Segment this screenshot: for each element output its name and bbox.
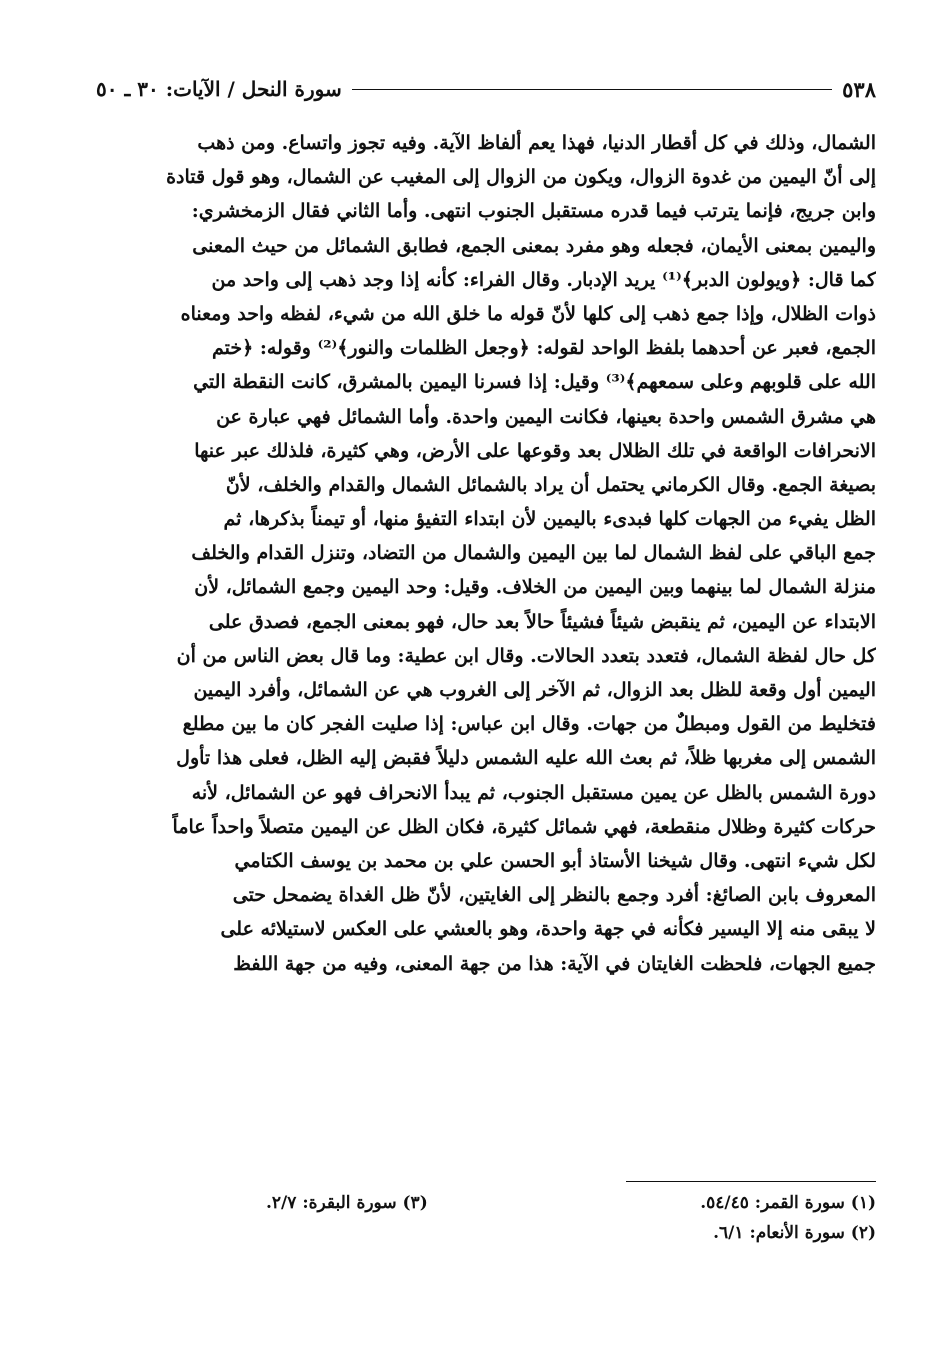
text-line: اليمين أول وقعة للظل بعد الزوال، ثم الآخر إلى الغروب هي عن الشمائل، وأفرد اليمين [193,679,876,701]
text-line: الظل يفيء من الجهات كلها فبدىء باليمين لأن ابتداء التفيؤ منها، أو تيمناً بذكرها، ثم [223,508,876,531]
text-line: هي مشرق الشمس واحدة بعينها، فكانت اليمين واحدة. وأما الشمائل فهي عبارة عن [216,405,876,428]
text-line: دورة الشمس بالظل عن يمين مستقبل الجنوب، ثم يبدأ الانحراف فهو عن الشمائل، لأنه [191,781,876,804]
text-line: الله على قلوبهم وعلى سمعهم﴾⁽³⁾ وقيل: إذا فسرنا اليمين بالمشرق، كانت النقطة التي [193,371,876,394]
text-line: فتخليط من القول ومبطلٌ من جهات. وقال ابن عباس: إذا صليت الفجر كان ما بين مطلع [182,713,876,736]
text-line: جمع الباقي على لفظ الشمال لما بين اليمين والشمال من التضاد، وتنزل القدام والخلف [191,542,876,565]
footnote-row [96,1220,876,1246]
text-line: وابن جريج، فإنما يترتب فيما قدره مستقبل الجنوب انتهى. وأما الثاني فقال الزمخشري: [191,200,876,223]
text-line: ذوات الظلال، وإذا جمع ذهب إلى كلها لأنّ قوله ما خلق الله من شيء، لفظه واحد ومعناه [180,302,876,325]
page-number: ٥٣٨ [842,76,876,102]
page-header [96,74,876,104]
running-title: سورة النحل / الآيات: ٣٠ ـ ٥٠ [96,77,342,101]
footnote-3: (٣) سورة البقرة: ٢/٧. [266,1193,428,1213]
text-line: منزلة الشمال لما بينهما وبين اليمين من الخلاف. وقيل: وحد اليمين وجمع الشمائل، لأن [194,576,876,599]
text-line: الابتداء عن اليمين، ثم ينقبض شيئاً فشيئاً حالاً بعد حال، فهو بمعنى الجمع، فصدق على [208,610,876,633]
text-line: واليمين بمعنى الأيمان، فجعله وهو مفرد بمعنى الجمع، فطابق الشمائل من حيث المعنى [192,234,876,257]
header-rule [352,89,832,90]
text-line: كما قال: ﴿ويولون الدبر﴾⁽¹⁾ يريد الإدبار. وقال الفراء: كأنه إذا وجد ذهب إلى واحد من [211,268,876,291]
text-line: لا يبقى منه إلا اليسير فكأنه في جهة واحدة، وهو بالعشي على العكس لاستيلائه على [220,918,876,941]
text-line: الشمال، وذلك في كل أقطار الدنيا، فهذا يعم ألفاظ الآية. وفيه تجوز واتساع. ومن ذهب [197,132,876,154]
text-line: بصيغة الجمع. وقال الكرماني يحتمل أن يراد بالشمائل الشمال والقدام والخلف، لأنّ [225,473,876,496]
text-line: إلى أنّ اليمين من غدوة الزوال، ويكون من الزوال إلى المغيب عن الشمال، وهو قول قتادة [166,166,876,189]
text-line: الشمس إلى مغربها ظلاً، ثم بعث الله عليه الشمس دليلاً فقبض إليه الظل، فعلى هذا تأول [176,747,876,770]
text-line: حركات كثيرة وظلال منقطعة، فهي شمائل كثيرة، فكان الظل عن اليمين متصلاً واحداً عاماً [172,815,876,838]
footnote-separator [626,1181,876,1182]
text-line: الانحرافات الواقعة في تلك الظلال بعد وقوعها على الأرض، وهي كثيرة، فلذلك عبر عنها [194,439,876,462]
footnote-1: (١) سورة القمر: ٥٤/٤٥. [700,1193,876,1213]
text-line: جميع الجهات، فلحظت الغايتان في الآية: هذا من جهة المعنى، وفيه من جهة اللفظ [233,952,876,975]
text-line: المعروف بابن الصائغ: أفرد وجمع بالنظر إلى الغايتين، لأنّ ظل الغداة يضمحل حتى [232,884,876,907]
text-line: لكل شيء انتهى. وقال شيخنا الأستاذ أبو الحسن علي بن محمد بن يوسف الكتامي [234,849,876,872]
footnote-row [96,1190,876,1216]
text-line: كل حال لفظة الشمال، فتعدد بتعدد الحالات. وقال ابن عطية: وما قال بعض الناس من أن [176,644,876,667]
body-text [96,126,876,981]
text-line: الجمع، فعبر عن أحدهما بلفظ الواحد لقوله: ﴿وجعل الظلمات والنور﴾⁽²⁾ وقوله: ﴿ختم [212,337,876,360]
footnote-2: (٢) سورة الأنعام: ٦/١. [713,1223,876,1243]
